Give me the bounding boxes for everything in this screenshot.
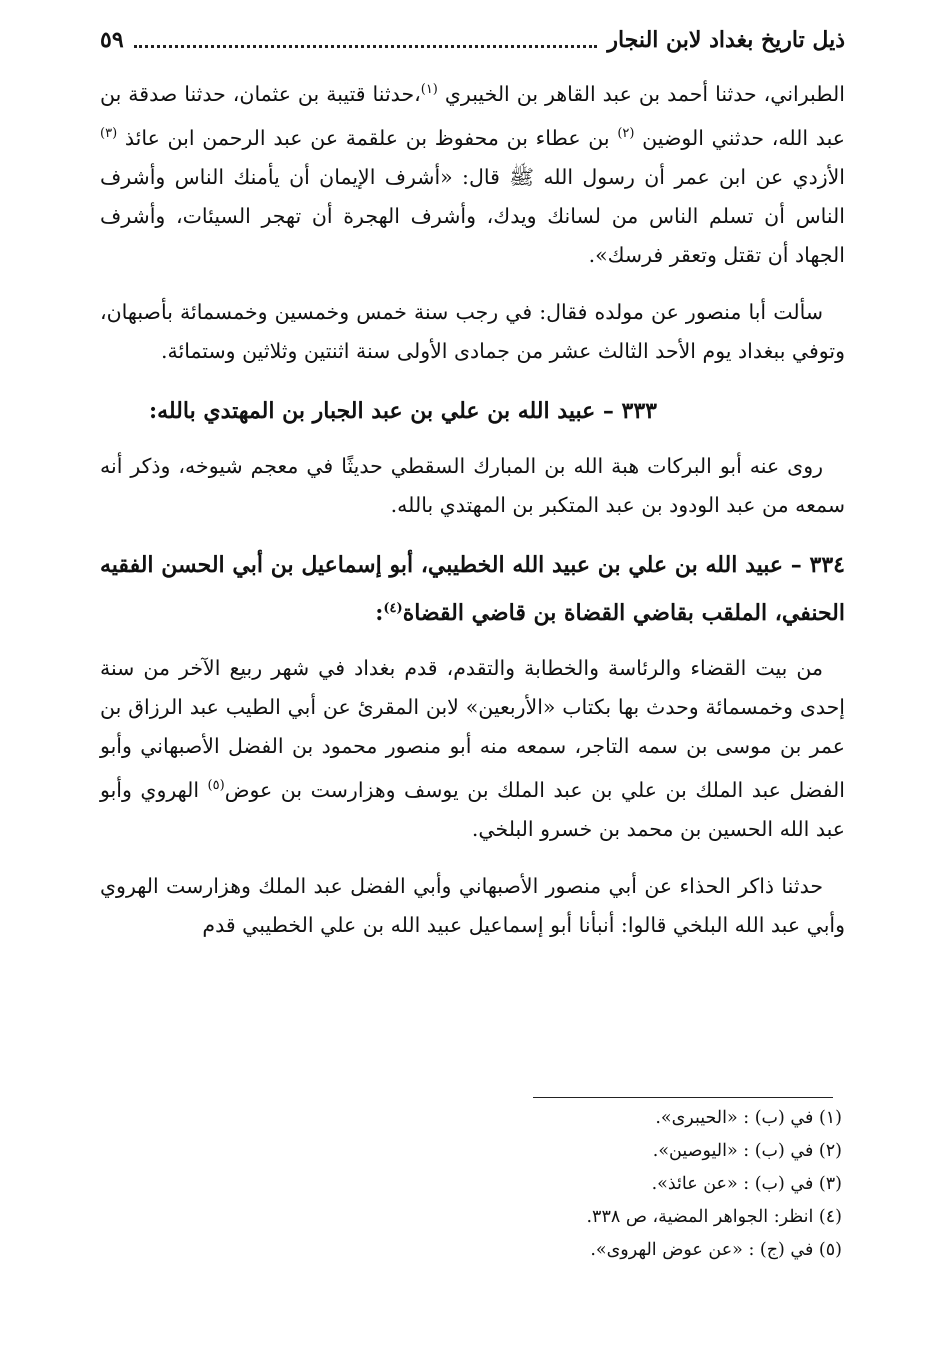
footnote-ref-1: (١) [420, 82, 438, 97]
paragraph-2: سألت أبا منصور عن مولده فقال: في رجب سنة خمس وخمسين وخمسمائة بأصبهان، وتوفي ببغداد يوم الأحد الثالث عشر من جمادى الأولى سنة اثنتين وثلاثين وستمائة. [100, 300, 845, 363]
footnote-5: (٥) في (ج) : «عن عوض الهروى». [590, 1240, 842, 1260]
text-span: الأزدي عن ابن عمر أن رسول الله ﷺ قال: «أشرف الإيمان أن يأمنك الناس وأشرف الناس أن تسلم الناس من لسانك ويدك، وأشرف الهجرة أن تهجر السيئات، وأشرف الجهاد أن تقتل وتعقر فرسك». [100, 165, 845, 267]
paragraph-5: حدثنا ذاكر الحذاء عن أبي منصور الأصبهاني وأبي الفضل عبد الملك وهزارست الهروي وأبي عبد الله البلخي قالوا: أنبأنا أبو إسماعيل عبيد الله بن علي الخطيبي قدم [100, 874, 845, 937]
footnote-ref-5: (٥) [207, 778, 225, 793]
dotted-leader [134, 45, 598, 48]
footnote-4: (٤) انظر: الجواهر المضية، ص ٣٣٨. [586, 1207, 842, 1227]
text-span: الهروي وأبو عبد الله الحسين بن محمد بن خسرو البلخي. [100, 778, 845, 841]
text-span: ،حدثنا قتيبة بن عثمان، حدثنا صدقة بن عبد الله، حدثني الوضين [100, 82, 845, 150]
main-text [100, 70, 845, 963]
footnote-ref-4: (٤) [383, 601, 403, 616]
heading-colon: : [375, 600, 384, 626]
footnote-3: (٣) في (ب) : «عن عائذ». [651, 1174, 842, 1194]
footnote-ref-2: (٢) [617, 126, 635, 141]
page-header [100, 22, 845, 58]
heading-text: ٣٣٤ – عبيد الله بن علي بن عبيد الله الخطيبي، أبو إسماعيل بن أبي الحسن الفقيه الحنفي، الملقب بقاضي القضاة بن قاضي القضاة [100, 552, 845, 626]
footnote-ref-3: (٣) [100, 126, 118, 141]
paragraph-4 [100, 649, 845, 849]
text-span: من بيت القضاء والرئاسة والخطابة والتقدم، قدم بغداد في شهر ربيع الآخر من سنة إحدى وخمسمائة وحدث بها بكتاب «الأربعين» لابن المقرئ عن أبي الطيب عبد الرزاق بن عمر بن موسى بن سمه التاجر، سمعه منه أبو منصور محمود بن الفضل الأصبهاني وأبو الفضل عبد الملك بن علي بن عبد الملك بن يوسف وهزارست بن عوض [100, 656, 845, 802]
running-title: ذيل تاريخ بغداد لابن النجار [607, 27, 845, 53]
page-number: ٥٩ [100, 27, 124, 53]
footnote-2: (٢) في (ب) : «اليوصين». [652, 1141, 842, 1161]
entry-heading-334 [100, 543, 845, 635]
paragraph-1 [100, 70, 845, 275]
footnote-separator [533, 1097, 833, 1098]
text-span: الطبراني، حدثنا أحمد بن عبد القاهر بن الخيبري [437, 82, 845, 106]
footnotes [100, 1102, 842, 1267]
footnote-1: (١) في (ب) : «الحيبرى». [655, 1108, 842, 1128]
entry-heading-333: ٣٣٣ – عبيد الله بن علي بن عبد الجبار بن المهتدي بالله: [148, 398, 657, 424]
paragraph-3: روى عنه أبو البركات هبة الله بن المبارك السقطي حديثًا في معجم شيوخه، وذكر أنه سمعه من عبد الودود بن عبد المتكبر بن المهتدي بالله. [100, 454, 845, 517]
text-span: بن عطاء بن محفوظ بن علقمة عن عبد الرحمن ابن عائذ [117, 126, 618, 150]
